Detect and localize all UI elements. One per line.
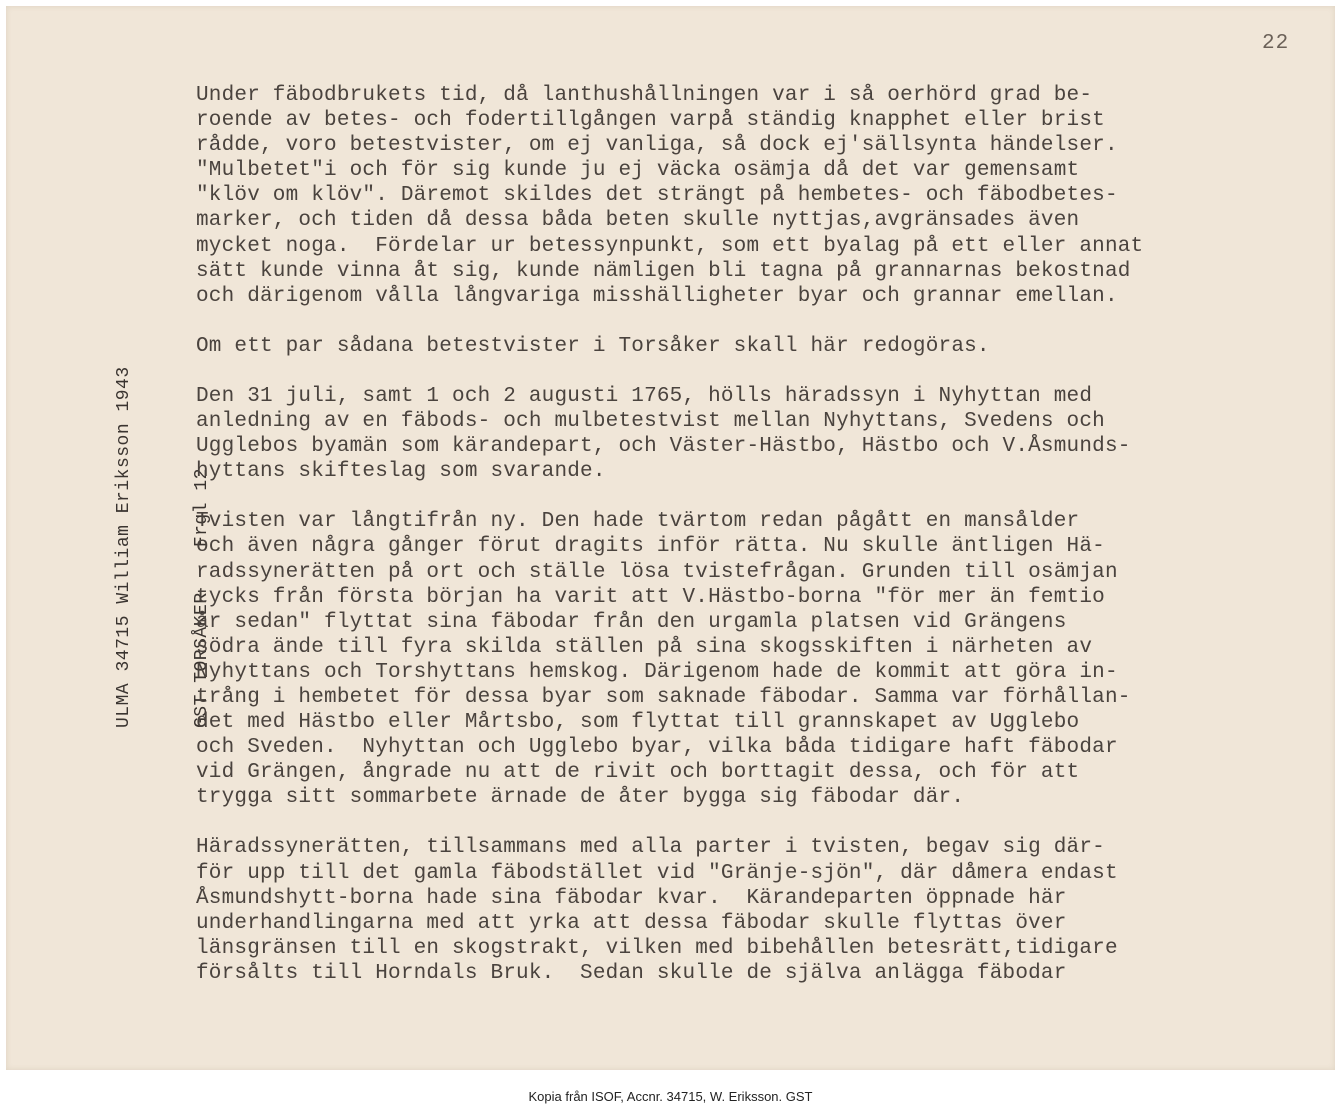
text-line: radssynerätten på ort och ställe lösa tvistefrågan. Grunden till osämjan — [196, 560, 1118, 584]
text-line: "klöv om klöv". Däremot skildes det strängt på hembetes- och fäbodbetes- — [196, 184, 1118, 208]
side-note-line: ULMA 34715 William Eriksson 1943 — [114, 366, 134, 728]
text-line: Tvisten var långtifrån ny. Den hade tvärtom redan pågått en mansålder — [196, 510, 1080, 534]
paragraph — [196, 334, 1326, 359]
text-line: roende av betes- och fodertillgången varpå ständig knapphet eller brist — [196, 109, 1105, 133]
text-line: anledning av en fäbods- och mulbetestvist mellan Nyhyttans, Svedens och — [196, 410, 1105, 434]
paragraph — [196, 384, 1326, 484]
paragraph — [196, 509, 1326, 810]
text-line: och Sveden. Nyhyttan och Ugglebo byar, vilka båda tidigare haft fäbodar — [196, 736, 1118, 760]
text-line: södra ände till fyra skilda ställen på sina skogsskiften i närheten av — [196, 635, 1093, 659]
body-text — [196, 83, 1326, 1011]
text-line: och även några gånger förut dragits inför rätta. Nu skulle äntligen Hä- — [196, 535, 1105, 559]
text-line: Nyhyttans och Torshyttans hemskog. Därigenom hade de kommit att göra in- — [196, 660, 1118, 684]
text-line: sätt kunde vinna åt sig, kunde nämligen bli tagna på grannarnas bekostnad — [196, 259, 1131, 283]
text-line: Den 31 juli, samt 1 och 2 augusti 1765, hölls häradssyn i Nyhyttan med — [196, 384, 1093, 408]
copy-footer: Kopia från ISOF, Accnr. 34715, W. Eriksson. GST — [528, 1089, 813, 1104]
paragraph — [196, 835, 1326, 986]
side-note-line: GST TORSÅKER Frgl 12 — [192, 468, 212, 728]
text-line: "Mulbetet"i och för sig kunde ju ej väcka osämja då det var gemensamt — [196, 159, 1080, 183]
text-line: rådde, voro betestvister, om ej vanliga, så dock ej'sällsynta händelser. — [196, 134, 1118, 158]
text-line: och därigenom vålla långvariga misshälligheter byar och grannar emellan. — [196, 284, 1118, 308]
text-line: marker, och tiden då dessa båda beten skulle nyttjas,avgränsades även — [196, 209, 1080, 233]
text-line: Ugglebos byamän som kärandepart, och Väster-Hästbo, Hästbo och V.Åsmunds- — [196, 435, 1131, 459]
text-line: trång i hembetet för dessa byar som saknade fäbodar. Samma var förhållan- — [196, 685, 1131, 709]
text-line: trygga sitt sommarbete ärnade de åter bygga sig fäbodar där. — [196, 786, 965, 810]
document-page — [6, 6, 1335, 1070]
text-line: mycket noga. Fördelar ur betessynpunkt, som ett byalag på ett eller annat — [196, 234, 1144, 258]
text-line: vid Grängen, ångrade nu att de rivit och borttagit dessa, och för att — [196, 761, 1080, 785]
text-line: Under fäbodbrukets tid, då lanthushållningen var i så oerhörd grad be- — [196, 84, 1093, 107]
text-line: för upp till det gamla fäbodstället vid "Gränje-sjön", där dåmera endast — [196, 861, 1118, 885]
text-line: Åsmundshytt-borna hade sina fäbodar kvar. Kärandeparten öppnade här — [196, 886, 1067, 910]
text-line: Om ett par sådana betestvister i Torsåker skall här redogöras. — [196, 334, 990, 358]
text-line: år sedan" flyttat sina fäbodar från den urgamla platsen vid Grängens — [196, 610, 1067, 634]
text-line: det med Hästbo eller Mårtsbo, som flyttat till grannskapet av Ugglebo — [196, 711, 1080, 735]
text-line: länsgränsen till en skogstrakt, vilken med bibehållen betesrätt,tidigare — [196, 936, 1118, 960]
text-line: försålts till Horndals Bruk. Sedan skulle de själva anlägga fäbodar — [196, 961, 1067, 985]
text-line: underhandlingarna med att yrka att dessa fäbodar skulle flyttas över — [196, 911, 1067, 935]
text-line: tycks från första början ha varit att V.Hästbo-borna "för mer än femtio — [196, 585, 1105, 609]
paragraph — [196, 83, 1326, 309]
text-line: hyttans skifteslag som svarande. — [196, 460, 606, 484]
page-number: 22 — [1262, 32, 1290, 55]
text-line: Häradssynerätten, tillsammans med alla parter i tvisten, begav sig där- — [196, 836, 1105, 860]
